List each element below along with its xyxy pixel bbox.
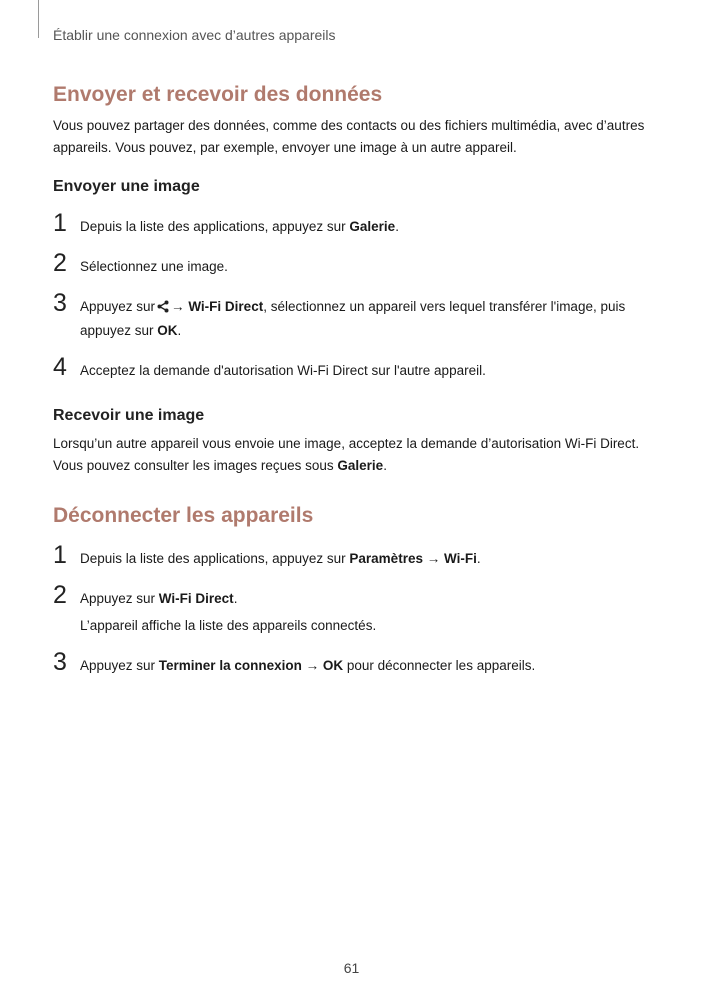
step-text: Sélectionnez une image.	[80, 259, 228, 274]
share-icon	[157, 298, 169, 320]
step-text: Acceptez la demande d'autorisation Wi-Fi Direct sur l'autre appareil.	[80, 363, 486, 378]
send-step-3	[53, 289, 653, 342]
send-step-1	[53, 209, 653, 238]
disconnect-step-1	[53, 541, 653, 570]
subheading-receive-image: Recevoir une image	[53, 407, 205, 424]
step-text: Appuyez sur Terminer la connexion → OK pour déconnecter les appareils.	[80, 658, 536, 673]
disconnect-step-3	[53, 648, 653, 677]
step-number: 3	[53, 648, 67, 676]
subheading-send-image: Envoyer une image	[53, 178, 200, 195]
step-number: 2	[53, 249, 67, 277]
section-title-disconnect: Déconnecter les appareils	[53, 504, 314, 527]
step-number: 1	[53, 541, 67, 569]
running-head: Établir une connexion avec d’autres appareils	[53, 27, 336, 43]
step-number: 3	[53, 289, 67, 317]
step-text: Appuyez sur Wi-Fi Direct.	[80, 591, 238, 606]
step-number: 4	[53, 353, 67, 381]
send-step-2	[53, 249, 653, 278]
disconnect-step-2	[53, 581, 653, 637]
section-title-send-receive: Envoyer et recevoir des données	[53, 83, 383, 106]
step-note: L’appareil affiche la liste des appareils connectés.	[80, 618, 377, 633]
step-number: 2	[53, 581, 67, 609]
step-number: 1	[53, 209, 67, 237]
page-content	[53, 80, 653, 677]
page-number: 61	[343, 960, 360, 976]
step-text: Depuis la liste des applications, appuyez sur Paramètres → Wi-Fi.	[80, 551, 481, 566]
step-text: Depuis la liste des applications, appuyez sur Galerie.	[80, 219, 399, 234]
receive-text: Lorsqu’un autre appareil vous envoie une image, acceptez la demande d’autorisation Wi-Fi Direct. Vous pouvez consulter les images reçues sous Galerie.	[53, 436, 640, 473]
section-intro: Vous pouvez partager des données, comme des contacts ou des fichiers multimédia, avec d’autres appareils. Vous pouvez, par exemple, envoyer une image à un autre appareil.	[53, 118, 645, 155]
send-step-4	[53, 353, 653, 382]
step-text: Appuyez sur → Wi-Fi Direct, sélectionnez un appareil vers lequel transférer l'image, puis appuyez sur OK.	[80, 299, 626, 338]
header-rule	[38, 0, 39, 38]
